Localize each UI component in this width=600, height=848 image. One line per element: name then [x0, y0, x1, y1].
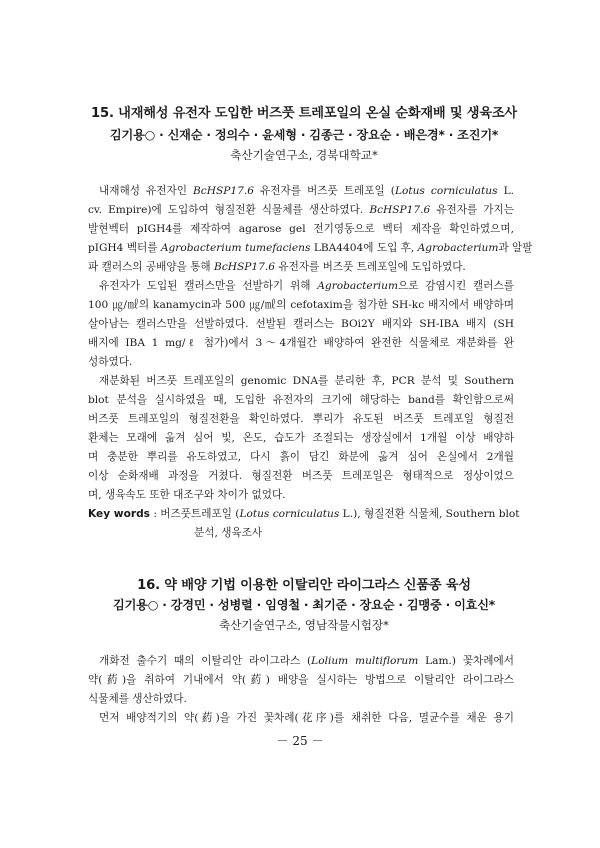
s15-p3-line-2: blot 분석을 실시하였을 때, 도입한 유전자의 크기에 해당하는 band를 확인함으로써: [88, 394, 514, 406]
s15-p3-line-7: 며, 생육속도 또한 대조구와 차이가 없었다.: [88, 489, 286, 501]
s15-p1-line-5: 파 캘러스의 공배양을 통해 BcHSP17.6 유전자를 버즈풋 트레포일에 도입하였다.: [88, 261, 466, 273]
section-15-title: 15. 내재해성 유전자 도입한 버즈풋 트레포일의 온실 순화재배 및 생육조사: [91, 106, 517, 121]
s15-p2-line-3: 살아남는 캘러스만을 선발하였다. 선발된 캘러스는 BOi2Y 배지와 SH-IBA 배지 (SH: [88, 318, 514, 330]
s15-p3-line-3: 버즈풋 트레포일의 형질전환을 확인하였다. 뿌리가 유도된 버즈풋 트레포일 형질전: [88, 413, 514, 425]
s15-p3-line-1: 재분화된 버즈풋 트레포일의 genomic DNA를 분리한 후, PCR 분석 및 Southern: [99, 375, 514, 387]
page-number: － 25 －: [276, 734, 324, 748]
section-16-authors: 김기용○ · 강경민 · 성병렬 · 임영철 · 최기준 · 장요순 · 김맹중 · 이효신*: [113, 598, 495, 612]
s16-p2-line-1: 먼저 배양적기의 약(葯)을 가진 꽃차례(花序)를 채취한 다음, 멸균수를 채운 용기: [99, 712, 514, 724]
s15-p3-line-5: 며 충분한 뿌리를 유도하였고, 다시 흙이 담긴 화분에 옮겨 심어 온실에서 2개월: [88, 451, 514, 463]
s15-p2-line-1: 유전자가 도입된 캘러스만을 선발하기 위해 Agrobacterium으로 감염시킨 캘러스를: [99, 280, 514, 292]
section-16-affiliation: 축산기술연구소, 영남작물시험장*: [219, 618, 389, 632]
section-15-authors: 김기용○ · 신재순 · 정의수 · 윤세형 · 김종근 · 장요순 · 배은경* · 조진기*: [109, 128, 499, 142]
s16-p1-line-1: 개화전 출수기 때의 이탈리안 라이그라스 (Lolium multiflorum Lam.) 꽃차례에서: [99, 655, 514, 667]
keywords-label: Key words: [88, 508, 150, 520]
s16-p1-line-3: 식물체를 생산하였다.: [88, 693, 187, 705]
s15-p2-line-2: 100 ㎍/㎖의 kanamycin과 500 ㎍/㎖의 cefotaxim을 첨가한 SH-kc 배지에서 배양하며: [88, 299, 514, 311]
s15-p2-line-5: 성하였다.: [88, 356, 133, 368]
s15-p3-line-4: 환체는 모래에 옮겨 심어 빛, 온도, 습도가 조절되는 생장실에서 1개월 이상 배양하: [88, 432, 514, 444]
s15-p2-line-4: 배지에 IBA 1 mg/ℓ 첨가)에서 3～4개월간 배양하여 완전한 식물체로 재분화를 완: [88, 337, 514, 349]
s15-p1-line-1: 내재해성 유전자인 BcHSP17.6 유전자를 버즈풋 트레포일 (Lotus corniculatus L.: [99, 185, 514, 197]
section-16-title: 16. 약 배양 기법 이용한 이탈리안 라이그라스 신품종 육성: [137, 578, 471, 593]
s15-p3-line-6: 이상 순화재배 과정을 거쳤다. 형질전환 버즈풋 트레포일은 형태적으로 정상이었으: [88, 470, 514, 482]
s15-keywords-line-2: 분석, 생육조사: [194, 527, 263, 539]
s15-keywords-line-1: Key words : 버즈풋트레포일 (Lotus corniculatus L.), 형질전환 식물체, Southern blot: [88, 508, 520, 520]
s16-p1-line-2: 약(葯)을 취하여 기내에서 약(葯) 배양을 실시하는 방법으로 이탈리안 라이그라스: [88, 674, 514, 686]
s15-p1-line-2: cv. Empire)에 도입하여 형질전환 식물체를 생산하였다. BcHSP17.6 유전자를 가지는: [88, 204, 515, 216]
s15-p1-line-4: pIGH4 벡터를 Agrobacterium tumefaciens LBA4404에 도입 후, Agrobacterium과 알팔: [88, 242, 533, 254]
section-15-affiliation: 축산기술연구소, 경북대학교*: [230, 148, 378, 162]
s15-p1-line-3: 발현벡터 pIGH4를 제작하여 agarose gel 전기영동으로 벡터 제작을 확인하였으며,: [88, 223, 514, 235]
